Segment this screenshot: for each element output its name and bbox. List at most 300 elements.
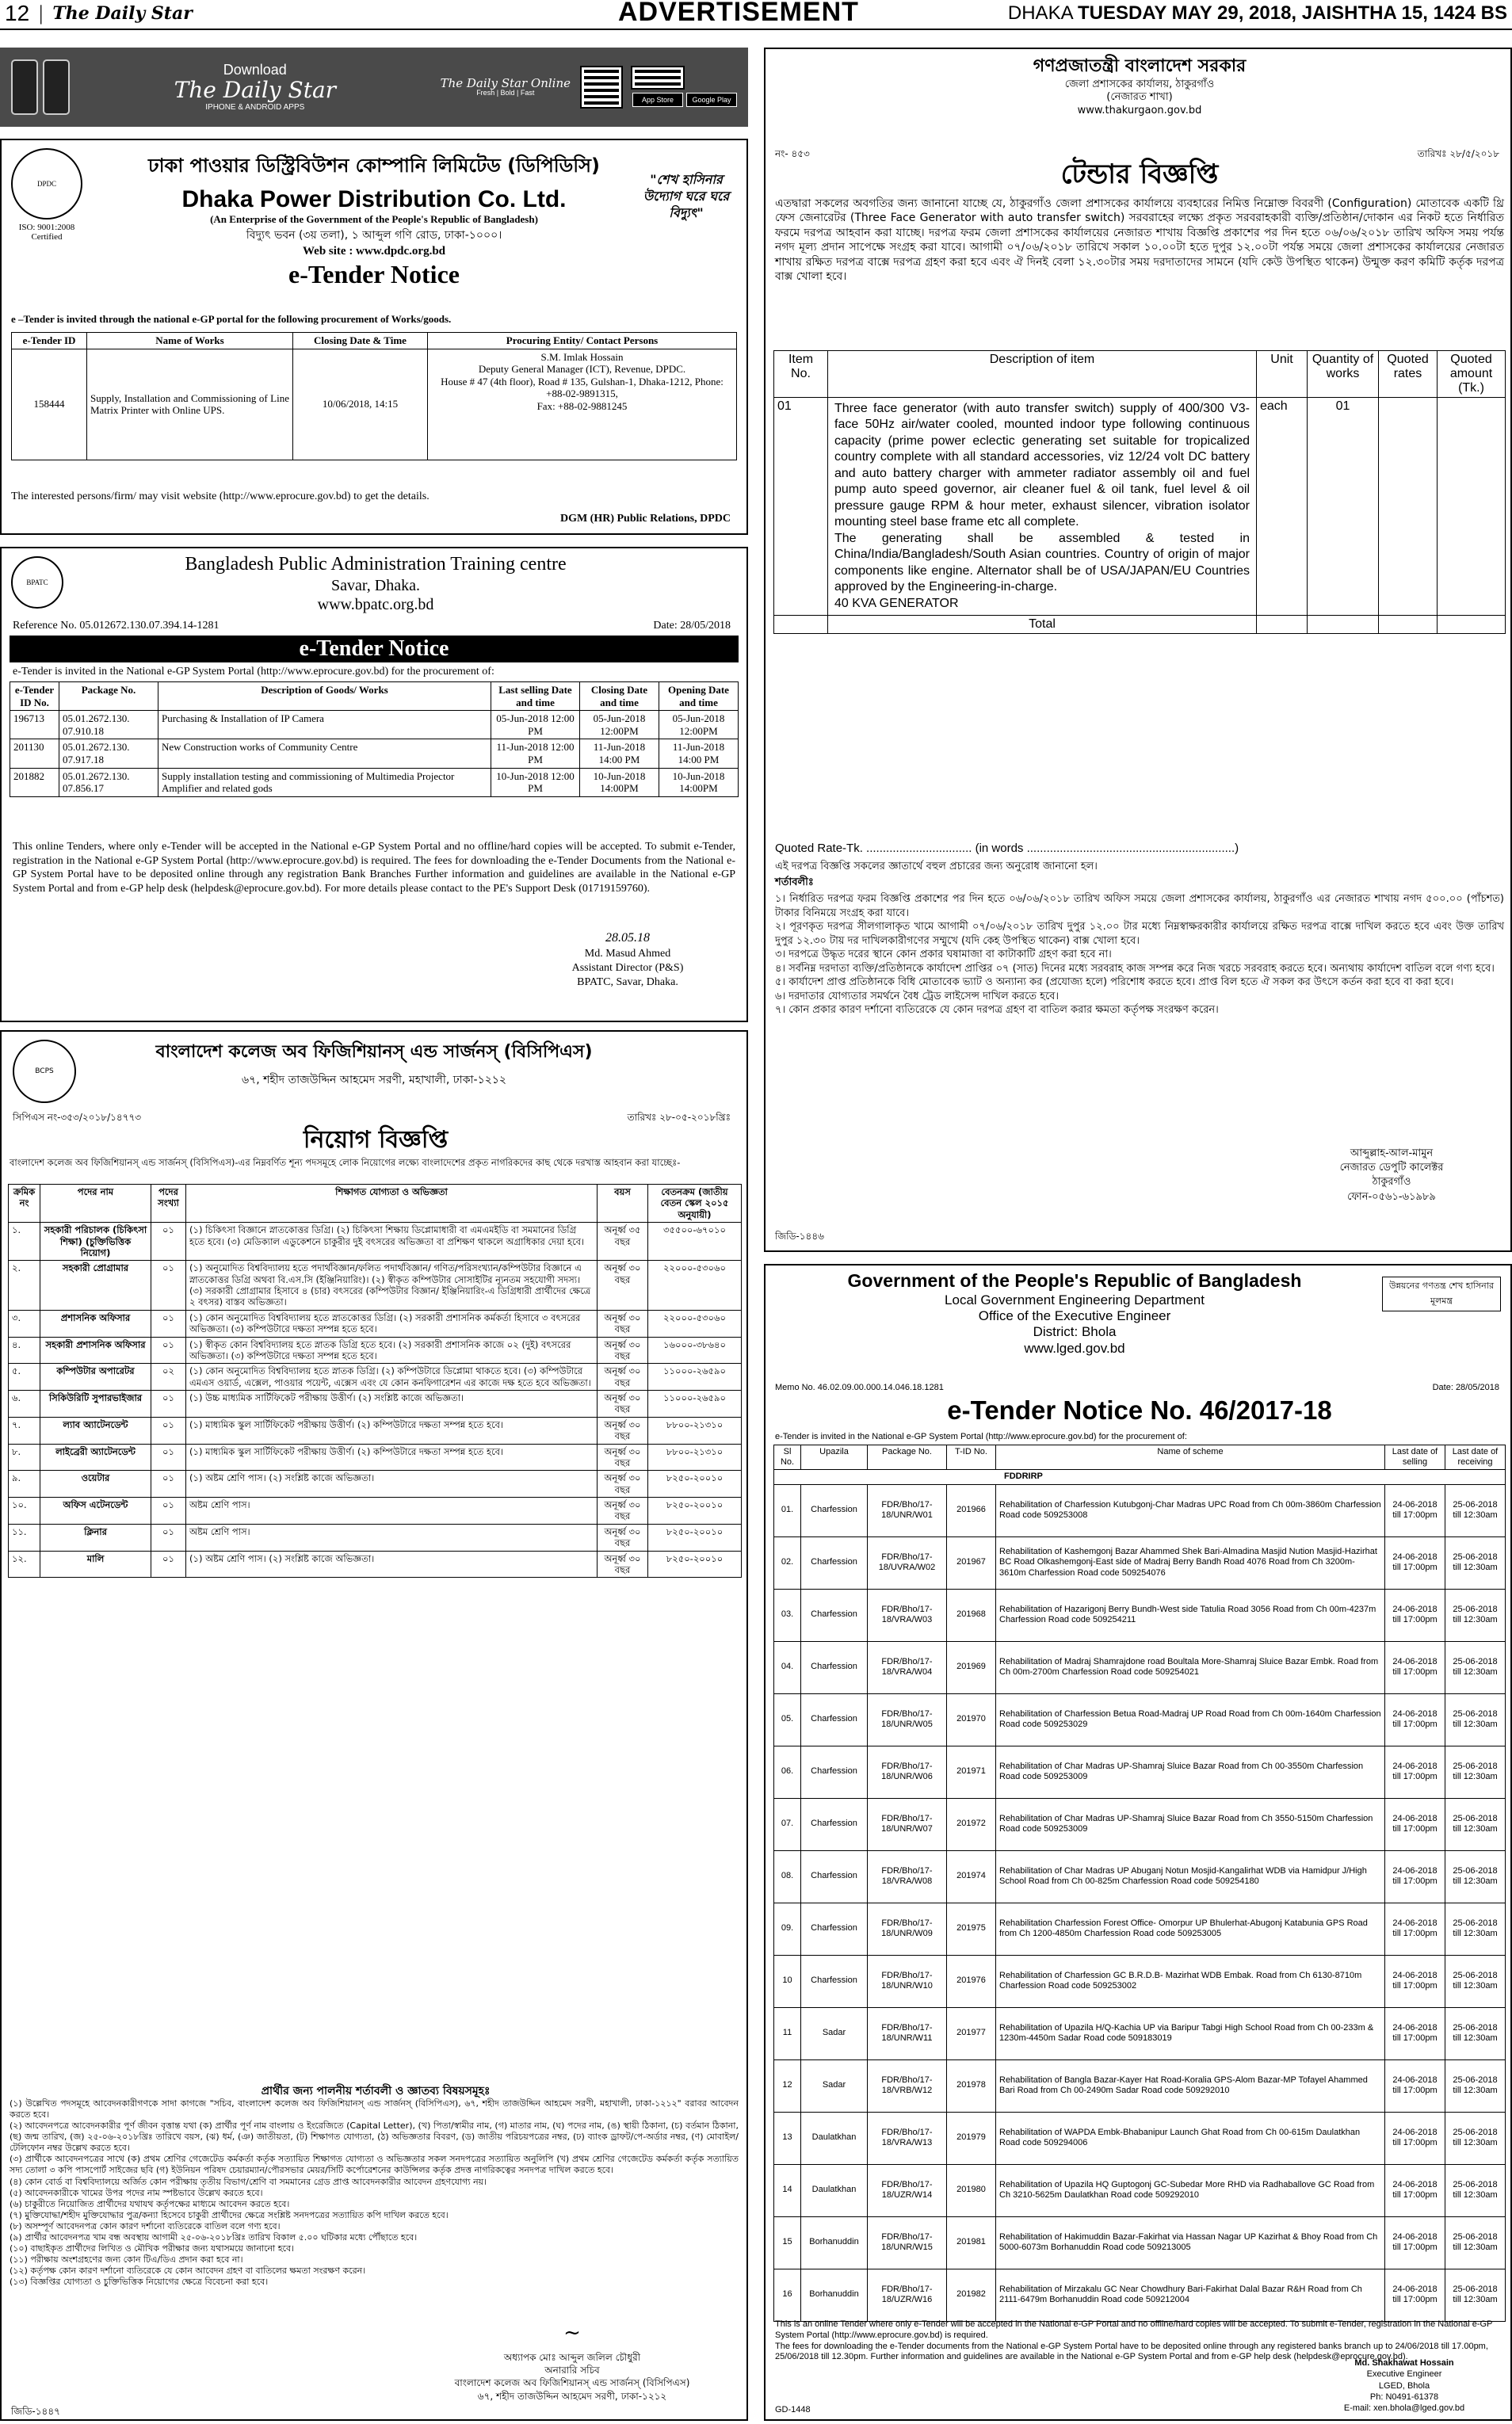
col-header: ক্রমিক নং [9, 1185, 40, 1223]
lged-header [766, 1270, 1384, 1357]
cell: ৫. [9, 1364, 40, 1391]
bcps-date: তারিখঃ ২৮-০৫-২০১৮খ্রিঃ [627, 1112, 731, 1123]
item-description: Three face generator (with auto transfer switch) supply of 400/300 V3-face 50Hz air/water cooled, mounted indoor type following continuous capacity (prime power eclectic generating set suitable for tropicalized country complete with all standard accessories, viz 12/24 volt DC battery and auto battery charger with ammeter radiator assembly oil and fuel pump auto speed governor, air cleaner fuel & oil tank, fuel level & oil pressure gauge RPM & hour meter, exhaust silencer, vibration isolator mounting steel base frame etc all complete. The generating shall be assembled & tested in China/India/Bangladesh/South Asian countries. Country of origin of major components like engine. Alternator shall be of USA/JAPAN/EU Countries approved by the Engineering-in-charge. 40 KVA GENERATOR [828, 398, 1257, 616]
cell: Sadar [801, 2007, 868, 2059]
cell: 201966 [947, 1484, 996, 1536]
cell: Charfession [801, 1746, 868, 1798]
cell: ল্যাব অ্যাটেনডেন্ট [40, 1417, 151, 1444]
cell: Rehabilitation of Hazarigonj Berry Bundh-West side Tatulia Road 3056 Road from Ch 00m-4237m Charfession Road code 509254211 [996, 1589, 1385, 1641]
group-label: FDDRIRP [774, 1470, 1506, 1484]
table-row [774, 1536, 1506, 1589]
cell: ৯. [9, 1471, 40, 1498]
cell: (১) কোন অনুমোদিত বিশ্ববিদ্যালয় হতে স্নাতকোত্তর ডিগ্রি। (২) সরকারী প্রশাসনিক কর্মকর্তা হিসাবে ৩ বৎসরের অভিজ্ঞতা। (৩) কম্পিউটারে দক্ষতা সম্পন্ন হতে হবে। [186, 1310, 598, 1337]
cell: 24-06-2018 till 17:00pm [1385, 1693, 1445, 1746]
table-row [774, 1798, 1506, 1850]
app-download-banner[interactable] [0, 48, 748, 127]
cell: Rehabilitation of Upazila H/Q-Kachia UP via Baripur Tabgi High School Road from Ch 00-233m & 1230m-4450m Sadar Road code 509183019 [996, 2007, 1385, 2059]
signer-office: BPATC, Savar, Dhaka. [577, 976, 678, 989]
banner-sub: IPHONE & ANDROID APPS [205, 102, 305, 112]
cell: 10-Jun-2018 14:00PM [580, 768, 659, 796]
cell: অনূর্ধ্ব ৩০ বছর [598, 1417, 648, 1444]
cell: Charfession [801, 1484, 868, 1536]
table-row [774, 2112, 1506, 2164]
signature-date: 28.05.18 [605, 931, 650, 945]
cell: ১১০০০-২৬৫৯০ [648, 1364, 742, 1391]
cell: ৮২৫০-২০০১০ [648, 1551, 742, 1578]
cell: 24-06-2018 till 17:00pm [1385, 1589, 1445, 1641]
tg-header [766, 55, 1512, 118]
cell: ১১০০০-২৬৫৯০ [648, 1391, 742, 1418]
banner-left [11, 59, 70, 115]
section-title: ADVERTISEMENT [618, 0, 859, 27]
tg-signature [1289, 1147, 1495, 1204]
cell: সহকারী প্রশাসনিক অফিসার [40, 1337, 151, 1364]
table-row [9, 1498, 742, 1525]
cell: 201969 [947, 1641, 996, 1693]
bcps-terms-title: প্রার্থীর জন্য পালনীয় শর্তাবলী ও জ্ঞাতব্য বিষয়সমূহঃ [261, 2085, 491, 2098]
col-header: পদের নাম [40, 1185, 151, 1223]
lged-gd: GD-1448 [775, 2405, 811, 2414]
table-row [9, 1524, 742, 1551]
cell: মালি [40, 1551, 151, 1578]
cell: 201971 [947, 1746, 996, 1798]
qr-code-icon [632, 67, 683, 88]
col-header: পদের সংখ্যা [151, 1185, 186, 1223]
col-header: Upazila [801, 1445, 868, 1470]
cell: Rehabilitation of Bangla Bazar-Kayer Hat Road-Koralia GPS-Alom Bazar-MP Tofayel Ahammed Bari Road from Ch 00-2490m Sadar Road code 509292010 [996, 2059, 1385, 2112]
cell: 201981 [947, 2216, 996, 2269]
online-sub: Fresh | Bold | Fast [476, 89, 535, 97]
cell: New Construction works of Community Centre [158, 739, 491, 768]
cell: ১. [9, 1223, 40, 1261]
tg-date: তারিখঃ ২৮/৫/২০১৮ [1417, 148, 1499, 159]
cell: (১) অনুমোদিত বিশ্ববিদ্যালয় হতে পদার্থবিজ্ঞান/ফলিত পদার্থবিজ্ঞান/ গণিত/পরিসংখ্যান/কম্পিউটার বিজ্ঞানে এ স্নাতকোত্তর ডিগ্রি অথবা বি.এস.সি (ইঞ্জিনিয়ারিং)। (২) স্বীকৃত কম্পিউটার সোসাইটির ন্যূনতম সহযোগী সদস্য। (৩) সরকারী প্রোগ্রামার হিসাবে ৪ (চার) বৎসরের (কম্পিউটার বিজ্ঞান/ ইঞ্জিনিয়ারিং-এ ডিগ্রিধারী প্রার্থীদের ক্ষেত্রে ২ বৎসর) বাস্তব অভিজ্ঞতা। [186, 1261, 598, 1311]
cell: 08. [774, 1850, 801, 1903]
cell: Charfession [801, 1693, 868, 1746]
tg-memo: নং- ৪৫৩ [775, 148, 810, 159]
cell: Charfession [801, 1798, 868, 1850]
cell: FDR/Bho/17-18/UVRA/W02 [868, 1536, 947, 1589]
table-row [9, 1417, 742, 1444]
table-row [774, 1589, 1506, 1641]
table-row [9, 1223, 742, 1261]
cell: Supply installation testing and commissioning of Multimedia Projector Amplifier and related gods [158, 768, 491, 796]
table-row [9, 1391, 742, 1418]
item-quantity: 01 [1308, 398, 1379, 616]
cell: 201978 [947, 2059, 996, 2112]
cell: ০১ [151, 1444, 186, 1471]
cell: FDR/Bho/17-18/VRA/W04 [868, 1641, 947, 1693]
cell: FDR/Bho/17-18/UNR/W07 [868, 1798, 947, 1850]
cell: ০১ [151, 1524, 186, 1551]
tg-intro: এতদ্বারা সকলের অবগতির জন্য জানানো যাচ্ছে যে, ঠাকুরগাঁও জেলা প্রশাসকের কার্যালয়ে ব্যবহারের নিমিত্ত নিম্নোক্ত বিবরণী (Configuration) মোতাবেক একটি থ্রি ফেস জেনারেটর (Three Face Generator with auto transfer switch) সরবরাহের লক্ষ্যে প্রকৃত সরবরাহকারী ব্যক্তি/প্রতিষ্ঠান/দোকান এর নিকট হতে নির্ধারিত ফরমে দরপত্র আহবান করা যাচ্ছে। দরপত্র ফরম জেলা প্রশাসকের কার্যালয়ের নেজারত শাখায় বিজ্ঞপ্তি প্রকাশের পর দিন হতে ০৬/০৬/২০১৮ তারিখ অফিস সময় পর্যন্ত নগদ মূল্য প্রদান সাপেক্ষে সংগ্রহ করা যাবে। আগামী ০৭/০৬/২০১৮ তারিখে সকাল ১০.০০টা হতে দুপুর ১২.০০টা পর্যন্ত সময়ে জেলা প্রশাসকের কার্যালয়ের নেজারত শাখায় রক্ষিত দরপত্র বাক্সে দরপত্র গ্রহণ করা হবে এবং ঐ দিনই বেলা ১২.৩০টার সময় দরদাতাদের সামনে (যদি কেউ উপস্থিত থাকেন) উন্মুক্ত করণ কমিটি কর্তৃক দরপত্র বাক্স খোলা হবে। [775, 197, 1504, 284]
bcps-terms [10, 2098, 739, 2288]
lged-web: www.lged.gov.bd [1024, 1340, 1125, 1356]
cell: ৮২৫০-২০০১০ [648, 1471, 742, 1498]
cell: 24-06-2018 till 17:00pm [1385, 2059, 1445, 2112]
cell: 25-06-2018 till 12:30am [1445, 1903, 1506, 1955]
signer-name: অধ্যাপক মোঃ আব্দুল জলিল চৌধুরী [503, 2352, 641, 2363]
col-header: Opening Date and time [659, 682, 739, 711]
cell: ২২০০০-৫৩০৬০ [648, 1310, 742, 1337]
total-label: Total [828, 616, 1257, 634]
phone-icon [11, 59, 38, 115]
cell: 201967 [947, 1536, 996, 1589]
cell: Rehabilitation of Char Madras UP-Shamraj Sluice Bazar Road from Ch 3550-5150m Charfession Road code 509253009 [996, 1798, 1385, 1850]
col-header: Procuring Entity/ Contact Persons [428, 333, 737, 349]
cell: Rehabilitation of Mirzakalu GC Near Chowdhury Bari-Fakirhat Dalal Bazar R&H Road from Ch 2111-6479m Borhanuddin Road code 509212004 [996, 2269, 1385, 2321]
thakurgaon-ad [764, 48, 1512, 1252]
bpatc-name: Bangladesh Public Administration Training centre [185, 554, 567, 575]
cell: 25-06-2018 till 12:30am [1445, 1484, 1506, 1536]
cell: 25-06-2018 till 12:30am [1445, 1693, 1506, 1746]
cell: (১) মাধ্যমিক স্কুল সার্টিফিকেট পরীক্ষায় উত্তীর্ণ। (২) কম্পিউটারে দক্ষতা সম্পন্ন হতে হবে। [186, 1444, 598, 1471]
signer-email: E-mail: xen.bhola@lged.gov.bd [1343, 2403, 1465, 2414]
dpdc-invite: e –Tender is invited through the national e-GP portal for the following procurement of Works/goods. [11, 313, 452, 325]
cell: 201972 [947, 1798, 996, 1850]
bpatc-ad [0, 547, 748, 1022]
cell: সহকারী প্রোগ্রামার [40, 1261, 151, 1311]
cell: ১৬০০০-৩৮৬৪০ [648, 1337, 742, 1364]
cell: Charfession [801, 1641, 868, 1693]
empty-cell [1308, 616, 1379, 634]
col-header: Quoted rates [1379, 351, 1438, 398]
app-store-badge[interactable]: App Store [632, 93, 683, 107]
cell: ০১ [151, 1498, 186, 1525]
table-row [10, 739, 739, 768]
tg-title: টেন্ডার বিজ্ঞপ্তি [1060, 158, 1219, 190]
cell: ০১ [151, 1471, 186, 1498]
tg-conditions [775, 892, 1504, 1017]
banner-right [441, 67, 737, 107]
cell: Charfession [801, 1536, 868, 1589]
dpdc-slogan: "শেখ হাসিনার উদ্যোগ ঘরে ঘরে বিদ্যুৎ" [643, 172, 730, 220]
cell: FDR/Bho/17-18/UNR/W01 [868, 1484, 947, 1536]
online-label: The Daily Star Online [440, 75, 571, 90]
cell: 201968 [947, 1589, 996, 1641]
col-header: Item No. [774, 351, 828, 398]
dpdc-signature: DGM (HR) Public Relations, DPDC [559, 513, 731, 525]
signer-address: ৬৭, শহীদ তাজউদ্দিন আহমেদ সরণী, ঢাকা-১২১২ [477, 2390, 667, 2402]
quoted-amount-cell [1438, 398, 1506, 616]
cell: ২. [9, 1261, 40, 1311]
bcps-signature [422, 2319, 723, 2403]
cell: 201130 [10, 739, 59, 768]
col-header: Last date of receiving [1445, 1445, 1506, 1470]
signer-title: Executive Engineer [1366, 2369, 1442, 2380]
cell: 24-06-2018 till 17:00pm [1385, 1746, 1445, 1798]
cell: 24-06-2018 till 17:00pm [1385, 1798, 1445, 1850]
table-row [774, 2269, 1506, 2321]
cell: অষ্টম শ্রেণি পাস। [186, 1498, 598, 1525]
cell: 201970 [947, 1693, 996, 1746]
cell: Rehabilitation of Charfession Betua Road-Madraj UP Road Road from Ch 00m-1640m Charfession Road code 509253029 [996, 1693, 1385, 1746]
col-header: Description of item [828, 351, 1257, 398]
cell: ০১ [151, 1223, 186, 1261]
cell: 05-Jun-2018 12:00 PM [491, 711, 580, 739]
table-row [774, 1693, 1506, 1746]
bpatc-web: www.bpatc.org.bd [317, 595, 434, 613]
cell: 201982 [947, 2269, 996, 2321]
signer-phone: ফোন-০৫৬১-৬১৯৮৯ [1347, 1190, 1436, 1203]
cell: লাইব্রেরী অ্যাটেনডেন্ট [40, 1444, 151, 1471]
bpatc-place: Savar, Dhaka. [331, 576, 420, 594]
bcps-memo: সিপিএস নং-৩৫৩/২০১৮/১৪৭৭৩ [13, 1112, 142, 1123]
term-item: (৮) অসম্পূর্ণ আবেদনপত্র কোন কারণ দর্শানো ব্যতিরেকে বাতিল বলে গণ্য হবে। [10, 2220, 281, 2231]
col-header: Quoted amount (Tk.) [1438, 351, 1506, 398]
term-item: (৯) প্রার্থীর আবেদনপত্র খাম বন্ধ অবস্থায় আগামী ২৫-০৬-২০১৮খ্রিঃ তারিখ বিকাল ৫.০০ ঘটিকার মধ্যে পৌঁছাতে হবে। [10, 2231, 418, 2243]
bcps-logo-icon: BCPS [13, 1040, 76, 1103]
bcps-table [8, 1184, 742, 1578]
tg-web: www.thakurgaon.gov.bd [1077, 105, 1202, 117]
cell: ০১ [151, 1417, 186, 1444]
cell: ক্লিনার [40, 1524, 151, 1551]
condition-item: ৫। কার্যাদেশ প্রাপ্ত প্রতিষ্ঠানকে বিধি মোতাবেক ভ্যাট ও অন্যান্য কর (প্রযোজ্য হলে) পরিশোধ করতে হবে। প্রাপ্ত বিল হতে ঐ সকল কর উৎসে কর্তন করা হবে বা করা হবে। [775, 976, 1454, 989]
bcps-ad [0, 1030, 748, 2421]
table-row [774, 398, 1506, 616]
cell: অনূর্ধ্ব ৩০ বছর [598, 1524, 648, 1551]
cell: অনূর্ধ্ব ৩০ বছর [598, 1391, 648, 1418]
cell: Charfession [801, 1955, 868, 2007]
item-no: 01 [774, 398, 828, 616]
cell: সিকিউরিটি সুপারভাইজার [40, 1391, 151, 1418]
download-label: Download [223, 62, 287, 78]
table-row [774, 1746, 1506, 1798]
cell: ০১ [151, 1391, 186, 1418]
cell: FDR/Bho/17-18/VRA/W03 [868, 1589, 947, 1641]
dpdc-address: বিদ্যুৎ ভবন (৩য় তলা), ১ আব্দুল গণি রোড, ঢাকা-১০০০। [246, 229, 502, 242]
tg-gov: গণপ্রজাতন্ত্রী বাংলাদেশ সরকার [1033, 56, 1247, 76]
cell: Daulatkhan [801, 2164, 868, 2216]
cell: 25-06-2018 till 12:30am [1445, 1589, 1506, 1641]
cell: 05-Jun-2018 12:00PM [580, 711, 659, 739]
cell: 201882 [10, 768, 59, 796]
cell: ৮৮০০-২১৩১০ [648, 1417, 742, 1444]
banner-masthead: The Daily Star [174, 77, 337, 103]
term-item: (৩) প্রার্থীকে আবেদনপত্রের সাথে (ক) প্রথম শ্রেণির গেজেটেড কর্মকর্তা কর্তৃক সত্যায়িত শিক্ষাগত যোগ্যতা ও অভিজ্ঞতার সকল সনদপত্রের সত্যায়িত অনুলিপি (খ) প্রথম শ্রেণির গেজেটেড কর্মকর্তা কর্তৃক সত্যায়িত সদ্য তোলা ৩ কপি পাসপোর্ট সাইজের ছবি (গ) ইউনিয়ন পরিষদ চেয়ারম্যান/পৌরসভার মেয়র/সিটি কর্পোরেশনের কাউন্সিলর কর্তৃক প্রদত্ত নাগরিকত্বের সনদপত্র দাখিল করতে হবে। [10, 2154, 739, 2176]
lged-footer: This is an online Tender where only e-Tender will be accepted in the National e-GP Portal and no offline/hard copies will be accepted. To submit e-Tender, registration in the National e-GP System Portal (http://www.eprocure.gov.bd) is required. The fees for downloading the e-Tender documents from the National e-GP System Portal have to be deposited online through any registered banks branch up to 24/06/2018 till 17.00pm, 25/06/2018 till 12.30pm. Further information and guidelines are available in the National e-GP System Portal and from e-GP help desk (helpdesk@eprocure.gov.bd). [775, 2319, 1493, 2362]
cell: ০১ [151, 1551, 186, 1578]
contact-person: S.M. Imlak Hossain Deputy General Manager (ICT), Revenue, DPDC. House # 47 (4th floor), Road # 135, Gulshan-1, Dhaka-1212, Phone: +88-02-9891315, Fax: +88-02-9881245 [428, 349, 737, 460]
cell: 24-06-2018 till 17:00pm [1385, 1903, 1445, 1955]
header-dateline: DHAKA TUESDAY MAY 29, 2018, JAISHTHA 15, 1424 BS [1007, 2, 1507, 24]
term-item: (১০) বাছাইকৃত প্রার্থীদের লিখিত ও মৌখিক পরীক্ষার জন্য যথাসময়ে জানানো হবে। [10, 2243, 295, 2254]
signer-title: নেজারত ডেপুটি কালেক্টর [1339, 1162, 1444, 1174]
cell: ০১ [151, 1310, 186, 1337]
signer-phone: Ph: N0491-61378 [1369, 2392, 1439, 2402]
bcps-title: নিয়োগ বিজ্ঞপ্তি [303, 1126, 449, 1154]
condition-item: ২। পূরণকৃত দরপত্র সীলগালাকৃত খামে আগামী ০৭/০৬/২০১৮ তারিখ দুপুর ১২.০০ টার মধ্যে নিম্নস্বাক্ষরকারীর কার্যালয়ে রক্ষিত দরপত্র বাক্সে দাখিল করতে হবে এবং উক্ত তারিখ দুপুর ১২.৩০ টায় দর দাখিলকারীগণের সম্মুখে (যদি কেহ উপস্থিত থাকেন) বাক্স খোলা হবে। [775, 921, 1504, 947]
masthead: The Daily Star [52, 3, 193, 24]
term-item: (৫) আবেদনকারীকে খামের উপর পদের নাম স্পষ্টভাবে উল্লেখ করতে হবে। [10, 2187, 263, 2198]
condition-item: ৬। দরদাতার যোগ্যতার সমর্থনে বৈধ ট্রেড লাইসেন্স দাখিল করতে হবে। [775, 990, 1060, 1002]
cell: 05-Jun-2018 12:00PM [659, 711, 739, 739]
signer-name: Md. Shakhawat Hossain [1354, 2358, 1454, 2368]
table-row [774, 2059, 1506, 2112]
cell: Purchasing & Installation of IP Camera [158, 711, 491, 739]
col-header: Sl No. [774, 1445, 801, 1470]
cell: 24-06-2018 till 17:00pm [1385, 2112, 1445, 2164]
cell: ৩৫৫০০-৬৭০১০ [648, 1223, 742, 1261]
header-rule [0, 29, 1512, 30]
cell: Borhanuddin [801, 2269, 868, 2321]
cell: ০১ [151, 1337, 186, 1364]
signer-office: বাংলাদেশ কলেজ অব ফিজিশিয়ানস্ এন্ড সার্জনস্ (বিসিপিএস) [454, 2377, 690, 2389]
cell: ৮. [9, 1444, 40, 1471]
cell: Rehabilitation of Upazila HQ Guptogonj GC-Subedar More RHD via Radhaballove GC Road from Ch 3210-5625m Daulatkhan Road code 509292010 [996, 2164, 1385, 2216]
dpdc-logo-icon: DPDC [11, 148, 82, 219]
cell: ০১ [151, 1261, 186, 1311]
bpatc-header [2, 553, 750, 614]
dpdc-title-en: Dhaka Power Distribution Co. Ltd. [181, 186, 567, 212]
cell: (১) মাধ্যমিক স্কুল সার্টিফিকেট পরীক্ষায় উত্তীর্ণ। (২) কম্পিউটারে দক্ষতা সম্পন্ন হতে হবে। [186, 1417, 598, 1444]
dpdc-subtitle: (An Enterprise of the Government of the People's Republic of Bangladesh) [210, 213, 538, 225]
table-row [774, 1850, 1506, 1903]
table-row [774, 1641, 1506, 1693]
cell: 11 [774, 2007, 801, 2059]
signer-name: আব্দুল্লাহ-আল-মামুন [1350, 1147, 1434, 1159]
lged-date: Date: 28/05/2018 [1432, 1383, 1499, 1392]
cell: 201974 [947, 1850, 996, 1903]
term-item: (১৩) বিজ্ঞপ্তির যোগ্যতা ও চুক্তিভিত্তিক নিয়োগের ক্ষেত্রে বিবেচনা করা হবে। [10, 2277, 269, 2288]
lged-dept: Local Government Engineering Department [945, 1292, 1205, 1307]
cell: অনূর্ধ্ব ৩০ বছর [598, 1364, 648, 1391]
tg-office: জেলা প্রশাসকের কার্যালয়, ঠাকুরগাঁও [1064, 78, 1215, 90]
condition-item: ৪। সর্বনিম্ন দরদাতা ব্যক্তি/প্রতিষ্ঠানকে কার্যাদেশ প্রাপ্তির ০৭ (সাত) দিনের মধ্যে সরবরাহ কাজ সম্পন্ন করে নিজ খরচে সরবরাহ করতে হবে। অন্যথায় কার্যাদেশ বাতিল বলে গণ্য হবে। [775, 962, 1495, 975]
bpatc-logo-icon: BPATC [11, 556, 63, 609]
phone-icon [43, 59, 70, 115]
cell: 25-06-2018 till 12:30am [1445, 1850, 1506, 1903]
cell: 24-06-2018 till 17:00pm [1385, 2216, 1445, 2269]
cell: 25-06-2018 till 12:30am [1445, 2269, 1506, 2321]
cell: 05.01.2672.130. 07.917.18 [59, 739, 158, 768]
bcps-header [81, 1038, 667, 1090]
dpdc-ad [0, 139, 748, 535]
cell: অনূর্ধ্ব ৩০ বছর [598, 1337, 648, 1364]
col-header: e-Tender ID No. [10, 682, 59, 711]
term-item: (১২) কর্তৃপক্ষ কোন কারণ দর্শানো ব্যতিরেকে যে কোন আবেদন গ্রহণ বা বাতিলের ক্ষমতা সংরক্ষণ করেন। [10, 2266, 366, 2277]
lged-badge: উন্নয়নের গণতন্ত্র শেখ হাসিনার মূলমন্ত্র [1382, 1277, 1501, 1311]
cell: FDR/Bho/17-18/UNR/W15 [868, 2216, 947, 2269]
col-header: Unit [1257, 351, 1308, 398]
cell: 16 [774, 2269, 801, 2321]
cell: (১) অষ্টম শ্রেণি পাস। (২) সংশ্লিষ্ট কাজে অভিজ্ঞতা। [186, 1471, 598, 1498]
dpdc-footer: The interested persons/firm/ may visit website (http://www.eprocure.gov.bd) to get the details. [11, 491, 430, 502]
cell: অষ্টম শ্রেণি পাস। [186, 1524, 598, 1551]
tg-quoted: Quoted Rate-Tk. ................................ (in words ...............................................................) [775, 842, 1239, 855]
col-header: Package No. [868, 1445, 947, 1470]
cell: FDR/Bho/17-18/VRB/W12 [868, 2059, 947, 2112]
dpdc-header [120, 151, 628, 289]
cell: 25-06-2018 till 12:30am [1445, 1798, 1506, 1850]
page-header [0, 0, 1512, 27]
cell: 25-06-2018 till 12:30am [1445, 2112, 1506, 2164]
cell: 201977 [947, 2007, 996, 2059]
cell: 01. [774, 1484, 801, 1536]
cell: Daulatkhan [801, 2112, 868, 2164]
bpatc-invite: e-Tender is invited in the National e-GP System Portal (http://www.eprocure.gov.bd) for the procurement of: [13, 666, 494, 678]
cell: Rehabilitation of Hakimuddin Bazar-Fakirhat via Hassan Nagar UP Kazirhat & Bhoy Road from Ch 5000-6073m Borhanuddin Road code 509213005 [996, 2216, 1385, 2269]
cell: FDR/Bho/17-18/VRA/W08 [868, 1850, 947, 1903]
col-header: Closing Date & Time [293, 333, 428, 349]
cell: 10-Jun-2018 12:00 PM [491, 768, 580, 796]
signer-office: LGED, Bhola [1378, 2380, 1430, 2391]
dpdc-title-bn: ঢাকা পাওয়ার ডিস্ট্রিবিউশন কোম্পানি লিমিটেড (ডিপিডিসি) [148, 155, 600, 177]
col-header: T-ID No. [947, 1445, 996, 1470]
cell: Rehabilitation of Char Madras UP-Shamraj Sluice Bazar Road from Ch 00-3550m Charfession Road code 509253009 [996, 1746, 1385, 1798]
table-row [9, 1364, 742, 1391]
lged-gov: Government of the People's Republic of Bangladesh [847, 1270, 1302, 1291]
cell: 05.01.2672.130. 07.910.18 [59, 711, 158, 739]
cell: অনূর্ধ্ব ৩০ বছর [598, 1310, 648, 1337]
term-item: (৬) চাকুরীতে নিয়োজিত প্রার্থীদের যথাযথ কর্তৃপক্ষের মাধ্যমে আবেদন করতে হবে। [10, 2198, 290, 2209]
cell: 201980 [947, 2164, 996, 2216]
table-row [10, 768, 739, 796]
col-header: বয়স [598, 1185, 648, 1223]
iso-label: ISO: 9001:2008 Certified [18, 223, 75, 242]
table-row [774, 2216, 1506, 2269]
cell: 02. [774, 1536, 801, 1589]
table-row [774, 2164, 1506, 2216]
condition-item: ৩। দরপত্রে উদ্ধৃত দরের স্থানে কোন প্রকার ঘষামাজা বা কাটাকাটি গ্রহণ করা হবে না। [775, 949, 1112, 961]
table-row [9, 1337, 742, 1364]
cell: অনূর্ধ্ব ৩০ বছর [598, 1551, 648, 1578]
col-header: Name of scheme [996, 1445, 1385, 1470]
cell: ৮৮০০-২১৩১০ [648, 1444, 742, 1471]
cell: 14 [774, 2164, 801, 2216]
cell: 25-06-2018 till 12:30am [1445, 1641, 1506, 1693]
cell: 24-06-2018 till 17:00pm [1385, 1850, 1445, 1903]
cell: (১) উচ্চ মাধ্যমিক সার্টিফিকেট পরীক্ষায় উত্তীর্ণ। (২) সংশ্লিষ্ট কাজে অভিজ্ঞতা। [186, 1391, 598, 1418]
cell: FDR/Bho/17-18/UNR/W11 [868, 2007, 947, 2059]
cell: FDR/Bho/17-18/UNR/W05 [868, 1693, 947, 1746]
term-item: (১১) পরীক্ষায় অংশগ্রহণের জন্য কোন টিএ/ডিএ প্রদান করা হবে না। [10, 2254, 243, 2266]
cell: Charfession [801, 1850, 868, 1903]
cell: 11-Jun-2018 14:00 PM [659, 739, 739, 768]
col-header: Quantity of works [1308, 351, 1379, 398]
condition-item: ৭। কোন প্রকার কারণ দর্শানো ব্যতিরেকে যে কোন দরপত্র গ্রহণ বা বাতিল করার ক্ষমতা কর্তৃপক্ষ সংরক্ষণ করেন। [775, 1004, 1219, 1017]
cell: 04. [774, 1641, 801, 1693]
term-item: (১) উল্লেখিত পদসমূহে আবেদনকারীগণকে সাদা কাগজে "সচিব, বাংলাদেশ কলেজ অব ফিজিশিয়ানস্ এন্ড সার্জনস্ (বিসিপিএস), ৬৭, শহীদ তাজউদ্দিন আহমেদ সরণী, মহাখালী, ঢাকা-১২১২" বরাবর আবেদন করতে হবে। [10, 2098, 739, 2121]
cell: 11-Jun-2018 12:00 PM [491, 739, 580, 768]
cell: 13 [774, 2112, 801, 2164]
cell: প্রশাসনিক অফিসার [40, 1310, 151, 1337]
cell: 25-06-2018 till 12:30am [1445, 2007, 1506, 2059]
cell: ৪. [9, 1337, 40, 1364]
cell: 24-06-2018 till 17:00pm [1385, 2007, 1445, 2059]
google-play-badge[interactable]: Google Play [686, 93, 737, 107]
table-row [774, 1955, 1506, 2007]
empty-cell [1379, 616, 1438, 634]
header-left: 12 | The Daily Star [5, 1, 193, 25]
tg-note: এই দরপত্র বিজ্ঞপ্তি সকলের জ্ঞাতার্থে বহুল প্রচারের জন্য অনুরোধ জানানো হল। [775, 861, 1098, 872]
col-header: Last selling Date and time [491, 682, 580, 711]
cell: 201979 [947, 2112, 996, 2164]
bpatc-table [10, 681, 739, 797]
cell: FDR/Bho/17-18/UZR/W14 [868, 2164, 947, 2216]
lged-invite: e-Tender is invited in the National e-GP System Portal (http://www.eprocure.gov.bd) for the procurement of: [775, 1432, 1187, 1441]
cell: ৭. [9, 1417, 40, 1444]
cell: 06. [774, 1746, 801, 1798]
dpdc-notice-title: e-Tender Notice [288, 260, 460, 288]
cell: FDR/Bho/17-18/UNR/W09 [868, 1903, 947, 1955]
lged-title: e-Tender Notice No. 46/2017-18 [947, 1395, 1332, 1425]
col-header: বেতনক্রম (জাতীয় বেতন স্কেল ২০১৫ অনুযায়ী) [648, 1185, 742, 1223]
col-header: শিক্ষাগত যোগ্যতা ও অভিজ্ঞতা [186, 1185, 598, 1223]
bpatc-date: Date: 28/05/2018 [653, 620, 731, 632]
cell: Borhanuddin [801, 2216, 868, 2269]
cell: Rehabilitation of WAPDA Embk-Bhabanipur Launch Ghat Road from Ch 00-615m Daulatkhan Road code 509294006 [996, 2112, 1385, 2164]
